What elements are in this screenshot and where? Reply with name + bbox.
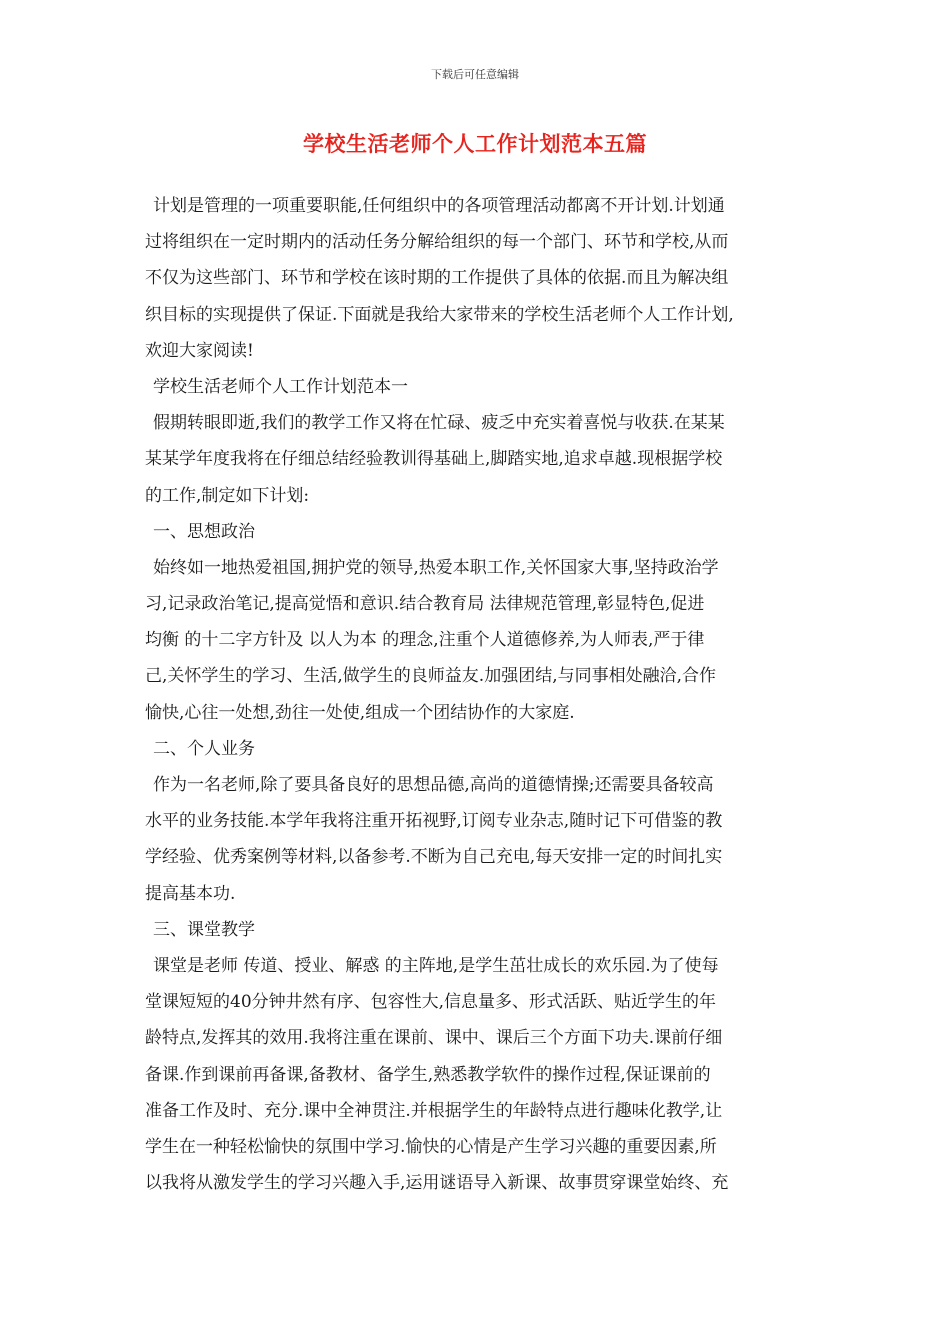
body-text-line: 提高基本功. — [145, 883, 236, 904]
body-text-line: 一、思想政治 — [153, 521, 255, 542]
document-title: 学校生活老师个人工作计划范本五篇 — [303, 131, 647, 156]
page-header-note: 下载后可任意编辑 — [431, 68, 519, 81]
body-text-line: 欢迎大家阅读! — [145, 340, 254, 361]
body-text-line: 假期转眼即逝,我们的教学工作又将在忙碌、疲乏中充实着喜悦与收获.在某某 — [153, 413, 725, 434]
body-text-line: 不仅为这些部门、环节和学校在该时期的工作提供了具体的依据.而且为解决组 — [145, 268, 729, 289]
body-text-line: 某某学年度我将在仔细总结经验教训得基础上,脚踏实地,追求卓越.现根据学校 — [145, 449, 723, 470]
body-text-line: 织目标的实现提供了保证.下面就是我给大家带来的学校生活老师个人工作计划, — [145, 304, 734, 325]
body-text-line: 习,记录政治笔记,提高觉悟和意识.结合教育局 法律规范管理,彰显特色,促进 — [145, 594, 705, 615]
body-text-line: 备课.作到课前再备课,备教材、备学生,熟悉教学软件的操作过程,保证课前的 — [145, 1064, 711, 1085]
body-text-line: 准备工作及时、充分.课中全神贯注.并根据学生的年龄特点进行趣味化教学,让 — [145, 1100, 723, 1121]
body-text-line: 学生在一种轻松愉快的氛围中学习.愉快的心情是产生学习兴趣的重要因素,所 — [145, 1136, 717, 1157]
body-text-line: 二、个人业务 — [153, 738, 255, 759]
body-text-line: 课堂是老师 传道、授业、解惑 的主阵地,是学生茁壮成长的欢乐园.为了使每 — [153, 955, 719, 976]
body-text-line: 作为一名老师,除了要具备良好的思想品德,高尚的道德情操;还需要具备较高 — [153, 775, 714, 795]
body-text-line: 学经验、优秀案例等材料,以备参考.不断为自己充电,每天安排一定的时间扎实 — [145, 847, 723, 868]
body-text-line: 三、课堂教学 — [153, 919, 255, 940]
body-text-line: 均衡 的十二字方针及 以人为本 的理念,注重个人道德修养,为人师表,严于律 — [145, 630, 705, 651]
body-text-line: 愉快,心往一处想,劲往一处使,组成一个团结协作的大家庭. — [145, 702, 575, 723]
body-text-line: 以我将从激发学生的学习兴趣入手,运用谜语导入新课、故事贯穿课堂始终、充 — [145, 1173, 729, 1194]
body-text-line: 己,关怀学生的学习、生活,做学生的良师益友.加强团结,与同事相处融洽,合作 — [145, 666, 717, 687]
body-text-line: 龄特点,发挥其的效用.我将注重在课前、课中、课后三个方面下功夫.课前仔细 — [145, 1028, 723, 1049]
body-text-line: 始终如一地热爱祖国,拥护党的领导,热爱本职工作,关怀国家大事,坚持政治学 — [153, 557, 719, 578]
document-body — [145, 188, 810, 1201]
body-text-line: 堂课短短的40分钟井然有序、包容性大,信息量多、形式活跃、贴近学生的年 — [145, 992, 717, 1013]
body-text-line: 水平的业务技能.本学年我将注重开拓视野,订阅专业杂志,随时记下可借鉴的教 — [145, 811, 723, 832]
body-text-line: 的工作,制定如下计划: — [145, 485, 310, 506]
body-text-line: 学校生活老师个人工作计划范本一 — [153, 376, 408, 397]
body-text-line: 过将组织在一定时期内的活动任务分解给组织的每一个部门、环节和学校,从而 — [145, 232, 729, 253]
body-text-line: 计划是管理的一项重要职能,任何组织中的各项管理活动都离不开计划.计划通 — [153, 196, 725, 216]
